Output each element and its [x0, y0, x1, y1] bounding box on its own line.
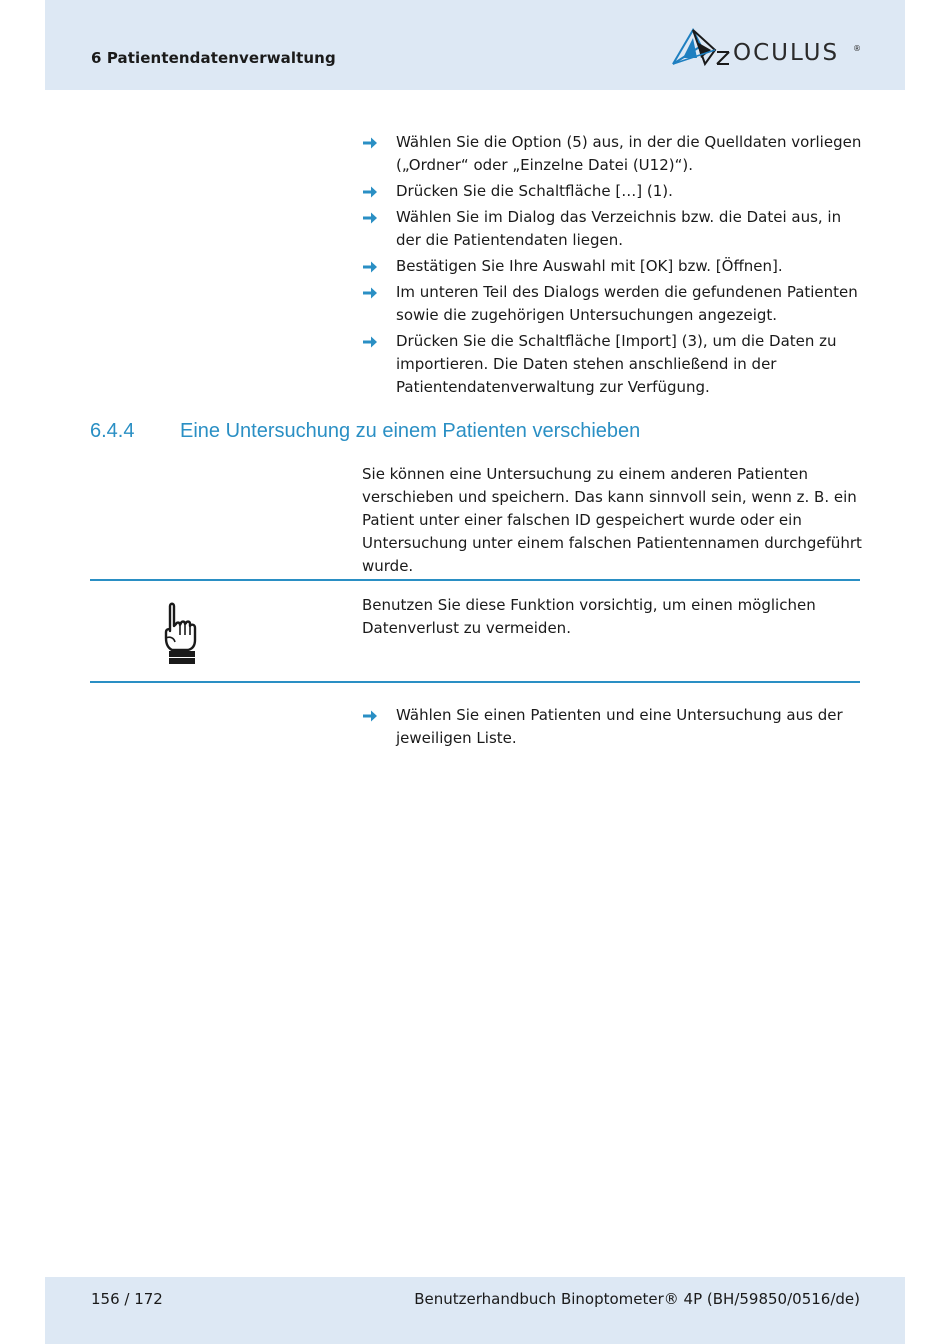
arrow-right-icon: [362, 260, 378, 274]
chapter-title: 6 Patientendatenverwaltung: [91, 49, 336, 67]
section-title: Eine Untersuchung zu einem Patienten verschieben: [180, 420, 641, 442]
arrow-right-icon: [362, 185, 378, 199]
section-intro: Sie können eine Untersuchung zu einem anderen Patienten verschieben und speichern. Das kann sinnvoll sein, wenn z. B. ein Patient unter einer falschen ID gespeichert wurde oder ein Untersuchung unter einem falschen Patientennamen durchgeführt wurde.: [362, 465, 862, 575]
arrow-right-icon: [362, 335, 378, 349]
document-title: Benutzerhandbuch Binoptometer® 4P (BH/59850/0516/de): [414, 1290, 860, 1308]
step-text: Wählen Sie die Option (5) aus, in der die Quelldaten vorliegen („Ordner“ oder „Einzelne Datei (U12)“).: [396, 133, 862, 174]
step-text: Drücken Sie die Schaltfläche [Import] (3), um die Daten zu importieren. Die Daten stehen anschließend in der Patientendatenverwaltung zur Verfügung.: [396, 332, 837, 396]
warning-note: Benutzen Sie diese Funktion vorsichtig, um einen möglichen Datenverlust zu vermeiden.: [362, 596, 816, 637]
logo-wordmark: OCULUS: [733, 40, 840, 66]
pointing-hand-icon: [160, 602, 200, 666]
section-heading: [90, 420, 640, 443]
list-item: [362, 255, 862, 278]
steps-list-section: [362, 704, 862, 753]
step-text: Im unteren Teil des Dialogs werden die gefundenen Patienten sowie die zugehörigen Untersuchungen angezeigt.: [396, 283, 858, 324]
page-number: 156 / 172: [91, 1290, 163, 1308]
section-number: 6.4.4: [90, 420, 135, 442]
arrow-right-icon: [362, 709, 378, 723]
steps-list-top: [362, 131, 862, 402]
list-item: [362, 704, 862, 750]
note-bottom-rule: [90, 681, 860, 683]
arrow-right-icon: [362, 136, 378, 150]
step-text: Drücken Sie die Schaltfläche […] (1).: [396, 182, 673, 200]
list-item: [362, 206, 862, 252]
list-item: [362, 131, 862, 177]
page-footer: [45, 1277, 905, 1344]
list-item: [362, 180, 862, 203]
step-text: Wählen Sie einen Patienten und eine Untersuchung aus der jeweiligen Liste.: [396, 706, 843, 747]
note-top-rule: [90, 579, 860, 581]
step-text: Wählen Sie im Dialog das Verzeichnis bzw. die Datei aus, in der die Patientendaten liegen.: [396, 208, 842, 249]
logo-registered-mark: ®: [853, 44, 861, 53]
list-item: [362, 330, 862, 399]
arrow-right-icon: [362, 211, 378, 225]
list-item: [362, 281, 862, 327]
step-text: Bestätigen Sie Ihre Auswahl mit [OK] bzw. [Öffnen].: [396, 257, 783, 275]
arrow-right-icon: [362, 286, 378, 300]
